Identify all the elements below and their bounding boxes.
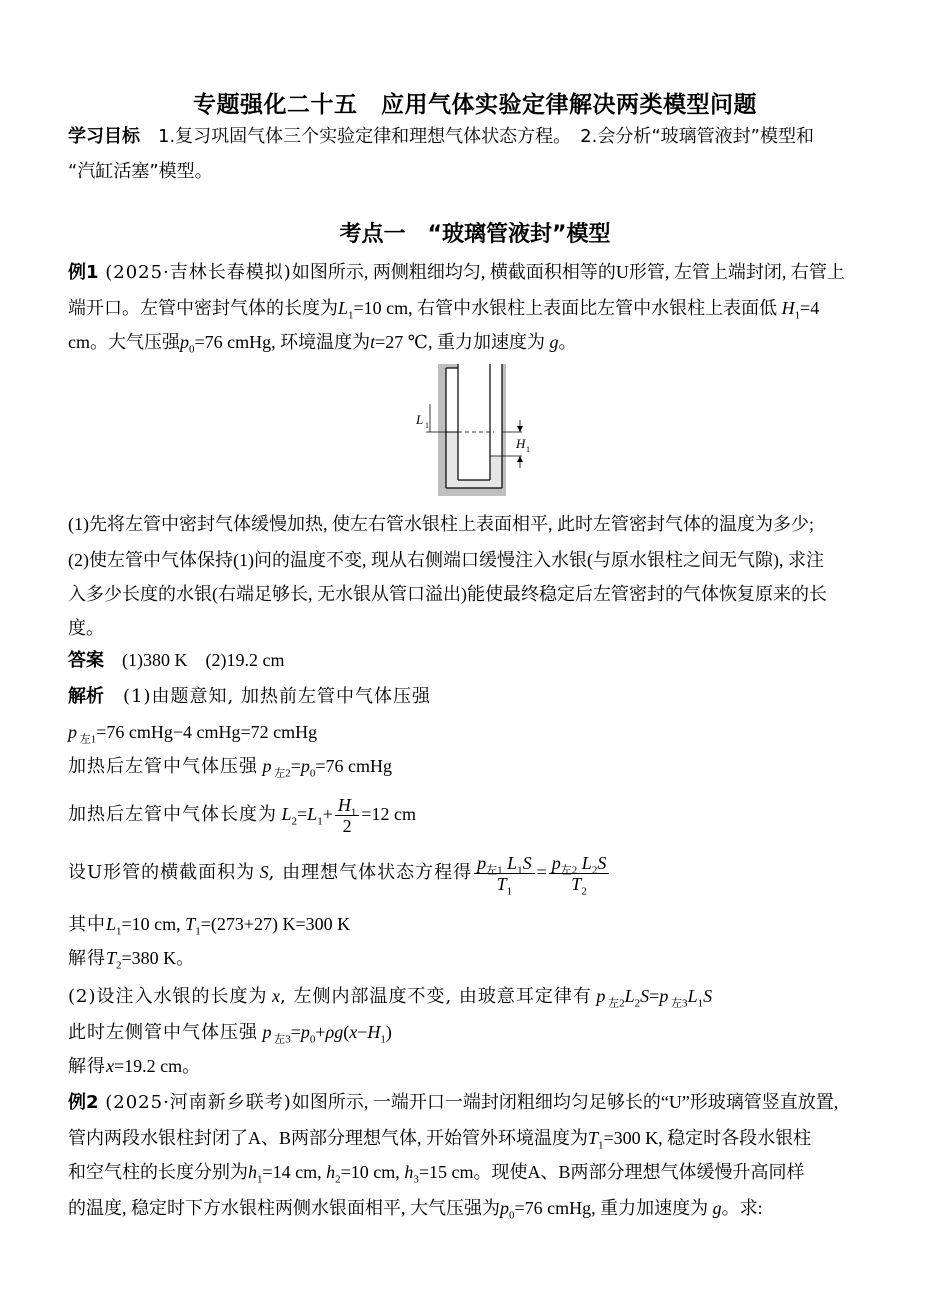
ex2-line-4: 的温度, 稳定时下方水银柱两侧水银面相平, 大气压强为$p_0=76$ cmHg, 重力加速度为 g。求:: [68, 1198, 763, 1222]
u-tube-figure: [410, 360, 540, 500]
ex2-line-1: 例2 (2025·河南新乡联考)如图所示, 一端开口一端封闭粗细均匀足够长的“U”形玻璃管竖直放置,: [68, 1092, 839, 1113]
analysis-line-7: 解得$T_2=380$ K。: [68, 948, 195, 972]
analysis-line-1: 解析 (1)由题意知, 加热前左管中气体压强: [68, 686, 431, 707]
right-tube-outer-wall: [502, 364, 506, 496]
analysis-label: 解析: [68, 686, 104, 707]
bottom-mercury: [458, 480, 490, 488]
analysis-line-10: 解得x=19.2 cm。: [68, 1056, 201, 1077]
section-heading: 考点一 “玻璃管液封”模型: [339, 222, 611, 247]
ex1-label: 例1: [68, 262, 99, 283]
left-mercury: [446, 432, 458, 488]
ex2-line-2: 管内两段水银柱封闭了A、B两部分理想气体, 开始管外环境温度为$T_1=300$ K, 稳定时各段水银柱: [68, 1128, 812, 1152]
label-l1: L: [416, 412, 424, 427]
right-mercury: [490, 456, 502, 488]
ex1-line-1: 例1 (2025·吉林长春模拟)如图所示, 两侧粗细均匀, 横截面积相等的U形管, 左管上端封闭, 右管上: [68, 262, 845, 283]
analysis-line-8: (2)设注入水银的长度为 x, 左侧内部温度不变, 由玻意耳定律有 p $_{左2}L_2S=p$ $_{左3}L_1S$: [68, 986, 713, 1010]
objectives-line-1: 学习目标 1.复习巩固气体三个实验定律和理想气体状态方程。 2.会分析“玻璃管液封”模型和: [68, 126, 814, 147]
analysis-line-4: 加热后左管中气体长度为 $L_2=L_1+$ $\frac{H_1}{2}$ =12 cm: [68, 795, 416, 837]
analysis-line-5: 设U形管的横截面积为 S, 由理想气体状态方程得 $\frac{p_{左1} L_1S}{T_1}$ = $\frac{p_{左2} L_2S}{T_2}$: [68, 848, 890, 897]
left-gas-column: [446, 368, 458, 432]
ex1-line-2: 端开口。左管中密封气体的长度为$L_1=10$ cm, 右管中水银柱上表面比左管中水银柱上表面低 $H_1=4$: [68, 298, 820, 322]
page-title: 专题强化二十五 应用气体实验定律解决两类模型问题: [193, 92, 757, 118]
objectives-label: 学习目标: [68, 126, 140, 147]
fraction-state-2: $\frac{p_{左2} L_2S}{T_2}$: [549, 853, 610, 894]
answer-label: 答案: [68, 650, 104, 671]
fraction-h1-over-2: $\frac{H_1}{2}$: [335, 795, 360, 836]
ex1-question-2a: (2)使左管中气体保持(1)问的温度不变, 现从右侧端口缓慢注入水银(与原水银柱之间无气隙), 求注: [68, 550, 824, 570]
svg-text:1: 1: [526, 445, 530, 454]
fraction-state-1: $\frac{p_{左1} L_1S}{T_1}$: [474, 853, 535, 894]
analysis-line-3: 加热后左管中气体压强 p $_{左2}=p_0=76$ cmHg: [68, 756, 393, 780]
svg-text:1: 1: [425, 421, 429, 430]
left-tube-outer-wall: [438, 364, 446, 496]
left-tube-cap: [438, 364, 458, 368]
objectives-line-2: “汽缸活塞”模型。: [68, 161, 213, 182]
ex2-line-3: 和空气柱的长度分别为$h_1=14$ cm, $h_2=10$ cm, $h_3=15$ cm。现使A、B两部分理想气体缓慢升高同样: [68, 1162, 805, 1186]
ex1-question-2c: 度。: [68, 618, 104, 638]
ex1-line-3: cm。大气压强$p_0=76$ cmHg, 环境温度为t=27 ℃, 重力加速度为 g。: [68, 332, 577, 356]
ex1-question-2b: 入多少长度的水银(右端足够长, 无水银从管口溢出)能使最终稳定后左管密封的气体恢复原来的长: [68, 584, 827, 604]
ex2-source: (2025·河南新乡联考): [98, 1092, 292, 1113]
bottom-wall: [438, 488, 506, 496]
analysis-line-6: 其中$L_1=10$ cm, $T_1=(273+27)$ K=300 K: [68, 914, 351, 938]
ex2-label: 例2: [68, 1092, 99, 1113]
answer-line: 答案 (1)380 K (2)19.2 cm: [68, 650, 285, 671]
analysis-line-9: 此时左侧管中气体压强 p $_{左3}=p_0+\rho g(x-H_1)$: [68, 1022, 392, 1046]
label-h1: H: [516, 436, 526, 451]
analysis-line-2: p $_{左1}$=76 cmHg−4 cmHg=72 cmHg: [68, 722, 318, 746]
ex1-question-1: (1)先将左管中密封气体缓慢加热, 使左右管水银柱上表面相平, 此时左管密封气体的温度为多少;: [68, 514, 814, 534]
ex1-source: (2025·吉林长春模拟): [98, 262, 292, 283]
